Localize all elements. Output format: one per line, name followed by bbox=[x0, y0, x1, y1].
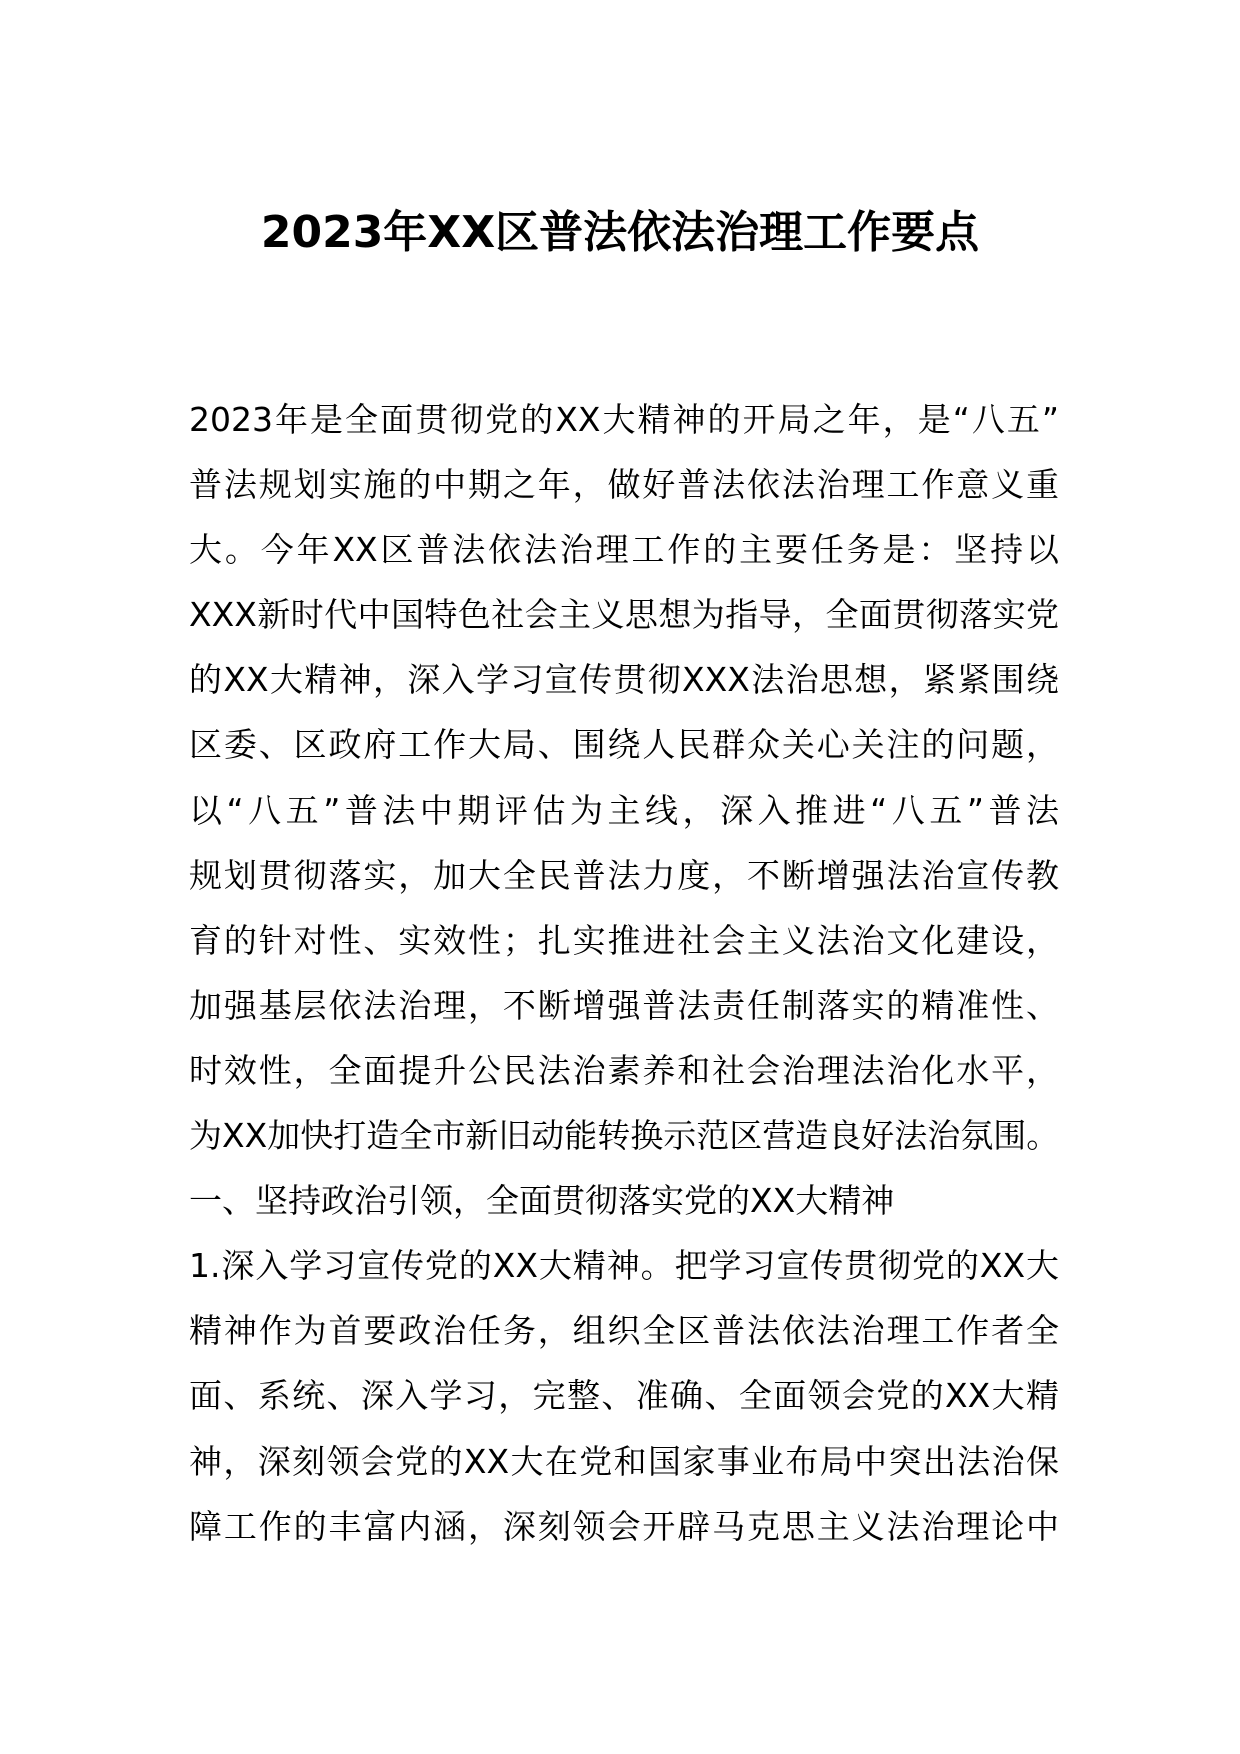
paragraph-line: 精神作为首要政治任务，组织全区普法依法治理工作者全 bbox=[189, 1311, 1059, 1351]
paragraph-line: 的XX大精神，深入学习宣传贯彻XXX法治思想，紧紧围绕 bbox=[189, 660, 1059, 700]
paragraph-line: 时效性，全面提升公民法治素养和社会治理法治化水平， bbox=[189, 1050, 1059, 1090]
paragraph-line: XXX新时代中国特色社会主义思想为指导，全面贯彻落实党 bbox=[189, 595, 1059, 635]
document-title: 2023年XX区普法依法治理工作要点 bbox=[260, 207, 980, 258]
paragraph-line: 2023年是全面贯彻党的XX大精神的开局之年，是“八五” bbox=[189, 400, 1059, 439]
paragraph-line: 以“八五”普法中期评估为主线，深入推进“八五”普法 bbox=[189, 790, 1059, 830]
paragraph-line: 加强基层依法治理，不断增强普法责任制落实的精准性、 bbox=[189, 985, 1059, 1025]
paragraph-line: 普法规划实施的中期之年，做好普法依法治理工作意义重 bbox=[189, 465, 1059, 505]
paragraph-line: 规划贯彻落实，加大全民普法力度，不断增强法治宣传教 bbox=[189, 855, 1059, 895]
paragraph-line: 区委、区政府工作大局、围绕人民群众关心关注的问题， bbox=[189, 725, 1059, 765]
paragraph-line: 大。今年XX区普法依法治理工作的主要任务是：坚持以 bbox=[189, 530, 1059, 570]
paragraph-line: 为XX加快打造全市新旧动能转换示范区营造良好法治氛围。 bbox=[189, 1116, 1059, 1156]
document-body bbox=[189, 387, 1059, 1559]
paragraph-line: 面、系统、深入学习，完整、准确、全面领会党的XX大精 bbox=[189, 1376, 1059, 1416]
paragraph-line: 一、坚持政治引领，全面贯彻落实党的XX大精神 bbox=[189, 1181, 895, 1221]
paragraph-line: 1.深入学习宣传党的XX大精神。把学习宣传贯彻党的XX大 bbox=[189, 1246, 1059, 1286]
paragraph-line: 神，深刻领会党的XX大在党和国家事业布局中突出法治保 bbox=[189, 1441, 1059, 1481]
paragraph-line: 育的针对性、实效性；扎实推进社会主义法治文化建设， bbox=[189, 920, 1059, 960]
paragraph-line: 障工作的丰富内涵，深刻领会开辟马克思主义法治理论中 bbox=[189, 1506, 1059, 1546]
